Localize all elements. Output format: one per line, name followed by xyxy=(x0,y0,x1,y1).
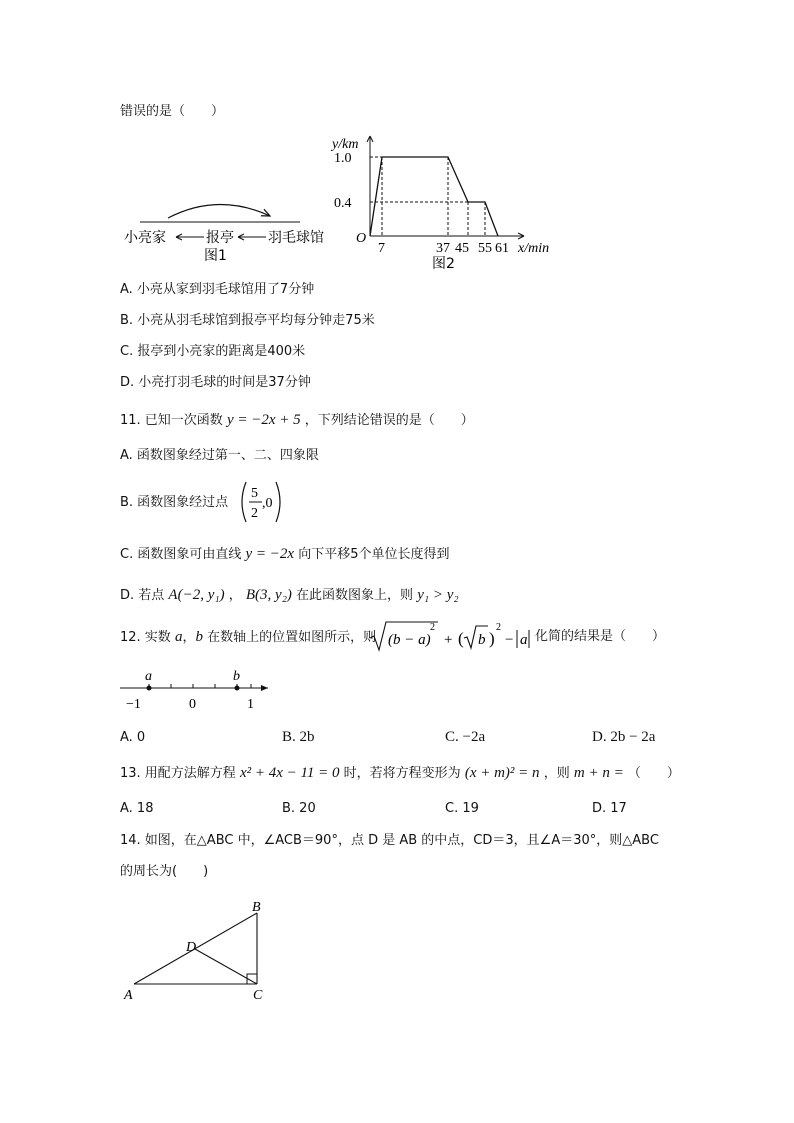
q12-number-line xyxy=(116,666,286,716)
segment-cd xyxy=(195,949,257,984)
q13-option-a: A. 18 xyxy=(120,801,154,816)
q10-option-d: D. 小亮打羽毛球的时间是37分钟 xyxy=(120,375,311,390)
q13-option-c: C. 19 xyxy=(445,801,479,816)
xtick-7: 7 xyxy=(378,241,385,256)
svg-text:+: + xyxy=(444,632,453,648)
svg-text:2: 2 xyxy=(430,622,435,633)
svg-text:0: 0 xyxy=(189,697,196,712)
q10-option-c: C. 报亭到小亮家的距离是400米 xyxy=(120,344,306,359)
origin-label: O xyxy=(356,231,367,246)
svg-text:(b − a): (b − a) xyxy=(388,632,431,648)
q11-option-c: C. 函数图象可由直线 y = −2x 向下平移5个单位长度得到 xyxy=(120,546,450,562)
q10-stem-tail: 错误的是（ ） xyxy=(120,104,225,119)
svg-text:): ) xyxy=(489,629,495,648)
svg-text:a: a xyxy=(520,632,528,648)
q14-stem-line1: 14. 如图，在△ABC 中，∠ACB＝90°，点 D 是 AB 的中点，CD＝3，且∠A＝30°，则△ABC xyxy=(120,833,659,848)
route-arc xyxy=(168,204,270,218)
svg-text:−: − xyxy=(505,632,514,648)
svg-text:5: 5 xyxy=(251,486,258,501)
q10-figure-2 xyxy=(328,130,568,270)
q13-option-b: B. 20 xyxy=(282,801,316,816)
q14-triangle-figure xyxy=(120,895,280,1015)
xtick-37: 37 xyxy=(436,241,450,256)
svg-text:C: C xyxy=(253,988,263,1003)
fig1-caption: 图1 xyxy=(204,248,227,264)
point-a xyxy=(147,686,152,691)
svg-text:A: A xyxy=(124,988,133,1003)
q14-stem-line2: 的周长为( ) xyxy=(120,864,209,879)
svg-text:b: b xyxy=(478,632,486,648)
distance-time-line xyxy=(370,157,498,236)
q12-option-d: D. 2b − 2a xyxy=(592,729,656,745)
q13-stem: 13. 用配方法解方程 x² + 4x − 11 = 0 时，若将方程变形为 (x + m)² = n ，则 m + n = （ ） xyxy=(120,765,680,781)
q11-point-expression xyxy=(238,480,288,524)
q10-option-a: A. 小亮从家到羽毛球馆用了7分钟 xyxy=(120,282,315,297)
svg-text:,0: ,0 xyxy=(262,496,273,511)
svg-text:2: 2 xyxy=(251,506,258,521)
q11-option-a: A. 函数图象经过第一、二、四象限 xyxy=(120,448,319,463)
q11-option-d: D. 若点 A(−2, y₁) ， B(3, y₂) 在此函数图象上，则 y₁ > y₂ xyxy=(120,587,459,603)
fig2-xlabel: x/min xyxy=(518,241,550,256)
q11-stem: 11. 已知一次函数 y = −2x + 5 ，下列结论错误的是（ ） xyxy=(120,412,474,428)
xtick-61: 61 xyxy=(495,241,509,256)
svg-text:B: B xyxy=(252,900,261,915)
ytick-0-4: 0.4 xyxy=(334,196,352,211)
fig2-ylabel: y/km xyxy=(332,137,359,152)
court-label: 羽毛球馆 xyxy=(268,230,324,246)
q13-option-d: D. 17 xyxy=(592,801,627,816)
xtick-55: 55 xyxy=(478,241,492,256)
q12-radical-expression xyxy=(368,618,558,654)
svg-text:2: 2 xyxy=(496,622,501,633)
q12-stem: 12. 实数 a，b 在数轴上的位置如图所示，则 xyxy=(120,629,377,645)
kiosk-label: 报亭 xyxy=(206,230,234,246)
svg-text:D: D xyxy=(186,940,197,955)
q11-formula: y = −2x + 5 xyxy=(226,412,301,428)
home-label: 小亮家 xyxy=(124,230,166,246)
q12-option-b: B. 2b xyxy=(282,729,315,745)
q12-option-a: A. 0 xyxy=(120,730,146,745)
svg-text:(: ( xyxy=(458,629,464,648)
svg-text:−1: −1 xyxy=(126,697,141,712)
q10-figure-1 xyxy=(118,196,358,266)
svg-text:1: 1 xyxy=(247,697,254,712)
point-b xyxy=(235,686,240,691)
svg-text:b: b xyxy=(233,669,240,684)
xtick-45: 45 xyxy=(455,241,469,256)
q10-option-b: B. 小亮从羽毛球馆到报亭平均每分钟走75米 xyxy=(120,313,375,328)
fig2-caption: 图2 xyxy=(432,256,455,272)
q12-option-c: C. −2a xyxy=(445,729,486,745)
svg-text:a: a xyxy=(145,669,152,684)
q12-stem-tail: 化简的结果是（ ） xyxy=(535,629,666,644)
ytick-1-0: 1.0 xyxy=(334,151,352,166)
